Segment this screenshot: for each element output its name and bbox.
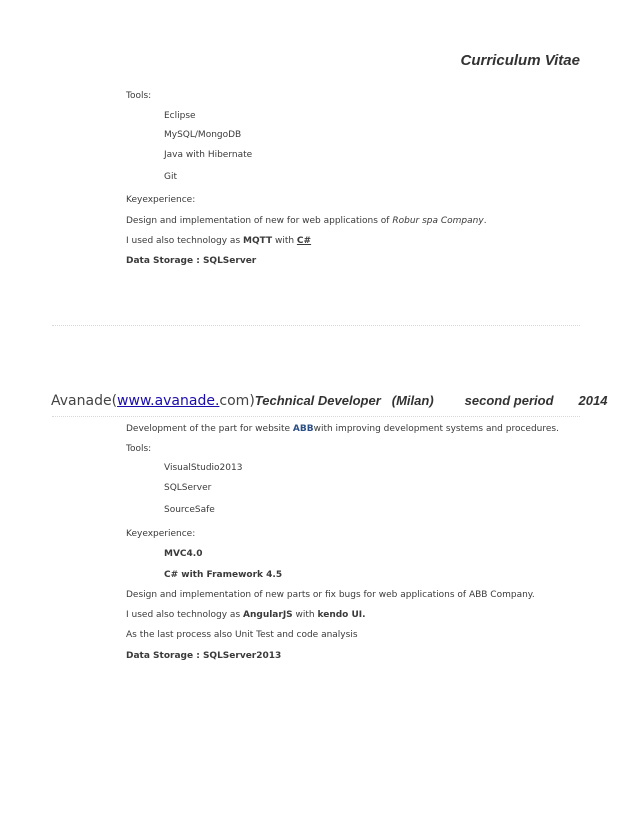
tool-item: MySQL/MongoDB [164, 130, 242, 140]
key-item: MVC4.0 [164, 549, 203, 559]
tech-angularjs: AngularJS [243, 610, 293, 620]
company-domain-end: com) [219, 393, 255, 409]
tools-label: Tools: [126, 91, 152, 101]
technology-line [126, 236, 311, 246]
technology-with: with [272, 236, 297, 246]
company-link[interactable]: www.avanade. [117, 393, 220, 409]
tool-item: Eclipse [164, 111, 196, 121]
technology-line [126, 610, 366, 620]
job-heading [51, 393, 607, 409]
design-line [126, 216, 487, 226]
tools-label: Tools: [126, 444, 152, 454]
development-line [126, 424, 559, 434]
design-text: Design and implementation of new for web applications of [126, 216, 393, 226]
tool-item: Git [164, 172, 178, 182]
technology-text: I used also technology as [126, 236, 243, 246]
tool-item: VisualStudio2013 [164, 463, 243, 473]
data-storage: Data Storage : SQLServer2013 [126, 651, 282, 661]
tool-item: Java with Hibernate [164, 150, 253, 160]
company-name: Robur spa Company [392, 216, 484, 226]
section-divider [52, 416, 580, 417]
job-role: Technical Developer [254, 393, 381, 408]
process-line: As the last process also Unit Test and code analysis [126, 630, 358, 640]
tool-item: SourceSafe [164, 505, 215, 515]
development-text-end: with improving development systems and procedures. [313, 424, 559, 434]
design-end: . [483, 216, 487, 226]
data-storage: Data Storage : SQLServer [126, 256, 257, 266]
development-text: Development of the part for website [126, 424, 293, 434]
technology-with: with [292, 610, 318, 620]
job-year: 2014 [578, 393, 608, 408]
key-experience-label: Keyexperience: [126, 195, 196, 205]
document-title: Curriculum Vitae [460, 52, 580, 69]
job-location: (Milan) [391, 393, 434, 408]
company-abb: ABB [292, 424, 314, 434]
tech-mqtt: MQTT [243, 236, 273, 246]
job-period: second period [464, 393, 554, 408]
technology-text: I used also technology as [126, 610, 243, 620]
tool-item: SQLServer [164, 483, 212, 493]
tech-kendo: kendo UI. [317, 610, 366, 620]
design-line: Design and implementation of new parts or fix bugs for web applications of ABB Company. [126, 590, 535, 600]
section-divider [52, 325, 580, 326]
key-item: C# with Framework 4.5 [164, 570, 283, 580]
key-experience-label: Keyexperience: [126, 529, 196, 539]
tech-csharp: C# [296, 236, 312, 246]
company-name: Avanade( [51, 393, 118, 409]
